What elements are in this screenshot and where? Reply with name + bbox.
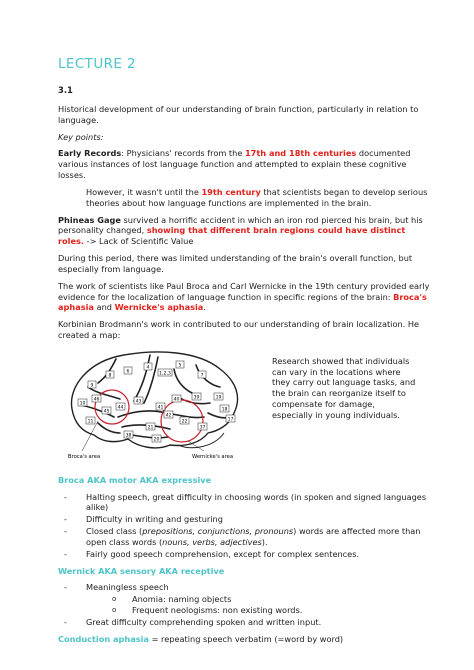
item-text: ) words are affected more than open class words ( (86, 526, 421, 547)
area-box (214, 393, 223, 401)
item-text: Closed class ( (86, 526, 143, 537)
conduction-text: = repeating speech verbatim (=word by word) (148, 633, 344, 644)
brodmann-brain-map (58, 347, 250, 467)
sub-list-item: o Frequent neologisms: non existing words. (86, 605, 434, 616)
svg-text:21: 21 (147, 425, 154, 431)
area-box (176, 361, 184, 369)
conduction-label: Conduction aphasia (58, 633, 149, 644)
area-box (164, 411, 173, 419)
work-text: The work of scientists like Paul Broca and Carl Wernicke in the 19th century provided early evidence for the localization of language function in specific regions of the brain: (58, 280, 430, 302)
research-paragraph: Research showed that individuals can vary in the locations where they carry out language tasks, and the brain can reorganize itself to compensate for damage, especially in young individuals. (272, 355, 416, 420)
early-records-text-end: documented various instances of lost language function and attempted to explain these cognitive losses. (58, 148, 411, 181)
area-box (86, 417, 95, 425)
svg-text:20: 20 (153, 437, 160, 443)
svg-text:39: 39 (193, 395, 200, 401)
svg-text:40: 40 (173, 397, 180, 403)
phineas-label: Phineas Gage (58, 214, 121, 225)
phineas-highlight: showing that different brain regions could have distinct roles. (58, 225, 406, 247)
intro-paragraph: Historical development of our understanding of brain function, particularly in relation to language. (58, 103, 419, 125)
however-text: However, it wasn't until the (86, 186, 202, 197)
however-paragraph (58, 187, 434, 209)
early-records-text: : Physicians' records from the (121, 148, 245, 159)
phineas-text-end: -> Lack of Scientific Value (84, 236, 194, 247)
svg-text:17: 17 (227, 417, 234, 423)
area-box (116, 403, 125, 411)
svg-text:1,2,3: 1,2,3 (159, 371, 171, 377)
wernick-heading: Wernick AKA sensory AKA receptive (58, 565, 225, 576)
svg-text:10: 10 (79, 401, 86, 407)
area-box (220, 405, 229, 413)
during-paragraph: During this period, there was limited understanding of the brain's overall function, but especially from language. (58, 253, 413, 274)
however-text-end: that scientists began to develop serious theories about how language functions are implemented in the brain. (86, 186, 428, 208)
however-highlight: 19th century (201, 186, 261, 197)
area-box (134, 397, 143, 405)
item-italic: prepositions, conjunctions, pronouns (142, 526, 294, 537)
area-box (198, 423, 207, 431)
svg-text:6: 6 (126, 369, 130, 375)
broca-area-label: Broca's area (68, 453, 101, 460)
section-number: 3.1 (58, 84, 73, 95)
area-box (124, 367, 132, 375)
svg-text:8: 8 (108, 373, 112, 379)
wernicke-aphasia-highlight: Wernicke's aphasia (114, 302, 204, 313)
area-box (172, 395, 181, 403)
area-box (152, 435, 161, 443)
area-box (156, 403, 165, 411)
svg-text:5: 5 (178, 363, 182, 369)
area-box (106, 371, 114, 379)
early-records-highlight: 17th and 18th centuries (244, 148, 357, 159)
area-box (198, 371, 206, 379)
item-text: ). (261, 536, 268, 547)
list-item: - Halting speech, great difficulty in choosing words (in spoken and signed languages alike) (58, 492, 434, 514)
svg-text:11: 11 (87, 419, 94, 425)
svg-text:4: 4 (146, 365, 150, 371)
area-box (226, 415, 235, 423)
item-italic: nouns, verbs, adjectives (162, 536, 262, 547)
area-box (102, 407, 111, 415)
sub-list (86, 594, 434, 616)
area-box (78, 399, 87, 407)
early-records-paragraph (58, 148, 434, 180)
sub-list-item: o Anomia: naming objects (86, 594, 434, 605)
svg-text:22: 22 (181, 419, 188, 425)
broca-aphasia-highlight: Broca's aphasia (58, 291, 427, 313)
work-and: and (93, 302, 115, 313)
brodmann-paragraph: Korbinian Brodmann's work in contributed to our understanding of brain localization. He created a map: (58, 319, 420, 340)
broca-heading: Broca AKA motor AKA expressive (58, 474, 212, 485)
svg-text:46: 46 (93, 397, 100, 403)
svg-text:44: 44 (117, 405, 124, 411)
area-box (192, 393, 201, 401)
broca-list (58, 492, 434, 560)
list-item (58, 526, 434, 548)
svg-text:18: 18 (221, 407, 228, 413)
list-item: - Fairly good speech comprehension, except for complex sentences. (58, 549, 434, 560)
wernicke-area-label: Wernicke's area (192, 453, 233, 460)
list-item (58, 582, 434, 615)
svg-text:43: 43 (135, 399, 142, 405)
svg-text:41: 41 (157, 405, 164, 411)
svg-text:45: 45 (103, 409, 110, 415)
area-box (180, 417, 189, 425)
area-box (146, 423, 155, 431)
phineas-paragraph (58, 215, 434, 247)
svg-text:19: 19 (215, 395, 222, 401)
conduction-paragraph (58, 634, 434, 645)
area-box (158, 369, 172, 377)
svg-text:37: 37 (199, 425, 206, 431)
area-box (88, 381, 96, 389)
svg-text:9: 9 (90, 383, 94, 389)
area-box (92, 395, 101, 403)
work-paragraph (58, 281, 434, 313)
lecture-title: LECTURE 2 (58, 56, 136, 72)
phineas-text: survived a horrific accident in which an iron rod pierced his brain, but his personality changed, (58, 214, 423, 236)
wernick-list (58, 582, 434, 627)
key-points-label: Key points: (58, 131, 104, 142)
svg-text:7: 7 (200, 373, 204, 379)
svg-text:42: 42 (165, 413, 172, 419)
early-records-label: Early Records (58, 148, 122, 159)
list-item: - Great difficulty comprehending spoken and written input. (58, 617, 434, 628)
svg-text:38: 38 (125, 433, 132, 439)
list-item: - Difficulty in writing and gesturing (58, 514, 434, 525)
work-period: . (203, 302, 206, 313)
brain-map-row (58, 347, 434, 467)
area-box (144, 363, 152, 371)
area-box (124, 431, 133, 439)
item-text: Meaningless speech (86, 582, 169, 593)
